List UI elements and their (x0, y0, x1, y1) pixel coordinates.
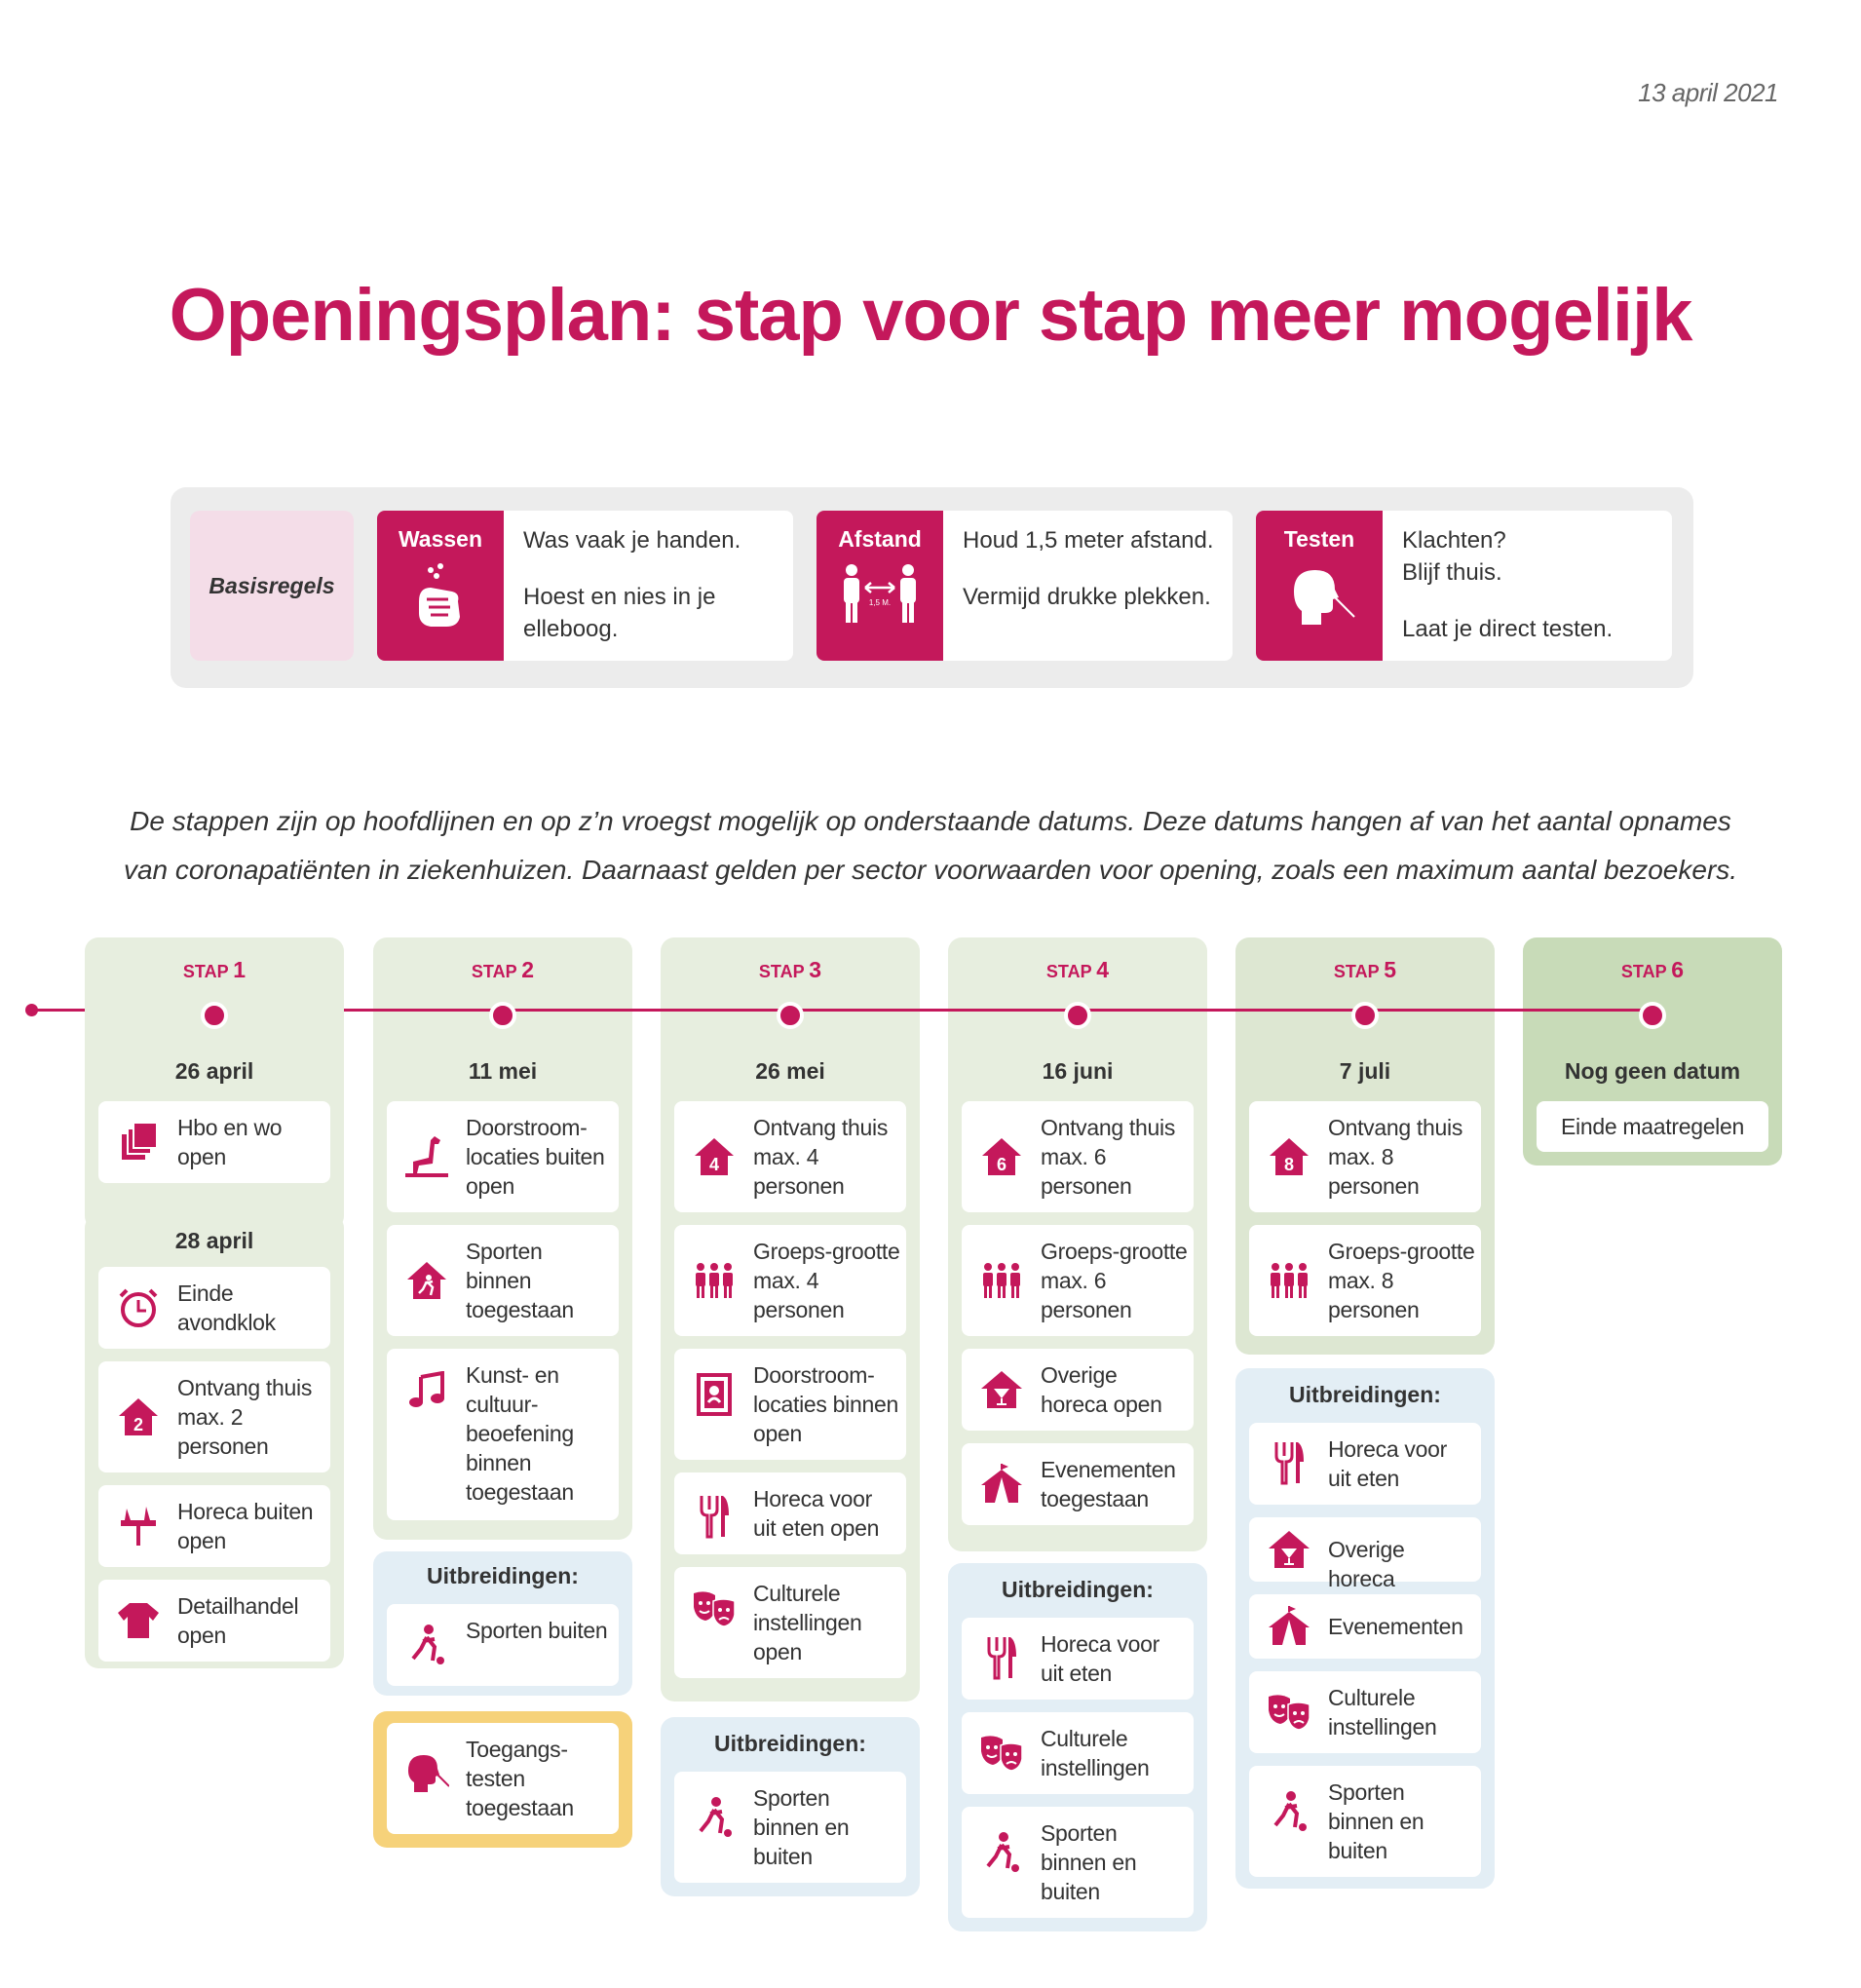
measure-text: Sporten binnen toegestaan (466, 1239, 574, 1322)
timeline-dot (1064, 1002, 1091, 1029)
measure-card (962, 1101, 1194, 1212)
timeline-dot (1639, 1002, 1666, 1029)
theater-masks-icon (692, 1587, 737, 1631)
rule-badge (1256, 511, 1383, 661)
measure-text: Sporten binnen en buiten (1328, 1779, 1424, 1863)
svg-text:2: 2 (133, 1415, 144, 1434)
measure-card (1537, 1101, 1768, 1152)
test-swab-icon (1256, 562, 1383, 635)
measure-card (674, 1101, 906, 1212)
step-number: 3 (809, 957, 822, 982)
measure-card (962, 1807, 1194, 1918)
measure-card (387, 1604, 619, 1686)
rule-testen (1256, 511, 1672, 661)
measure-text: Groeps-grootte max. 4 personen (753, 1239, 900, 1322)
svg-text:1,5 M.: 1,5 M. (868, 598, 892, 607)
measure-card (98, 1267, 330, 1349)
measure-card (962, 1712, 1194, 1794)
measure-card (387, 1723, 619, 1834)
timeline-dot (201, 1002, 228, 1029)
document-date: 13 april 2021 (1638, 78, 1778, 107)
measure-text: Groeps-grootte max. 8 personen (1328, 1239, 1475, 1322)
measure-text: Ontvang thuis max. 6 personen (1041, 1115, 1176, 1199)
measure-card (1249, 1101, 1481, 1212)
measure-card (98, 1101, 330, 1183)
measure-text: Culturele instellingen (1328, 1685, 1437, 1740)
step-label-text: STAP (182, 962, 229, 981)
tent-icon (1267, 1604, 1311, 1649)
step-label-text: STAP (1045, 962, 1092, 981)
shirt-icon (116, 1598, 161, 1643)
rule-badge (817, 511, 943, 661)
cutlery-icon (692, 1494, 737, 1539)
extensions-label: Uitbreidingen: (427, 1563, 579, 1588)
step-label-text: STAP (1620, 962, 1667, 981)
rule-text-1: Klachten? Blijf thuis. (1402, 527, 1506, 586)
runner-icon (1267, 1789, 1311, 1834)
extensions-label: Uitbreidingen: (1002, 1577, 1154, 1602)
measure-text: Kunst- en cultuur-beoefening binnen toegestaan (466, 1362, 574, 1505)
rule-text-1: Houd 1,5 meter afstand. (963, 527, 1214, 554)
step-label (1523, 957, 1782, 983)
rule-text-2: Vermijd drukke plekken. (963, 584, 1211, 610)
tent-icon (979, 1462, 1024, 1507)
measure-card (1249, 1766, 1481, 1877)
measure-card (387, 1225, 619, 1336)
hand-washing-icon (377, 562, 504, 635)
measure-text: Detailhandel open (177, 1593, 299, 1648)
measure-card (98, 1580, 330, 1662)
step-label-text: STAP (758, 962, 805, 981)
extensions-label: Uitbreidingen: (1289, 1382, 1441, 1407)
group-icon (692, 1258, 737, 1303)
measure-text: Einde avondklok (177, 1281, 276, 1335)
rule-afstand (817, 511, 1233, 661)
svg-text:4: 4 (708, 1155, 720, 1174)
measure-card (1249, 1225, 1481, 1336)
rule-text-2: Laat je direct testen. (1402, 616, 1614, 642)
measure-text: Evenementen toegestaan (1041, 1457, 1176, 1511)
measure-text: Overige horeca (1328, 1537, 1405, 1591)
measure-text: Horeca buiten open (177, 1499, 314, 1553)
cutlery-icon (979, 1635, 1024, 1680)
measure-card (962, 1225, 1194, 1336)
step-label (85, 957, 344, 983)
house-4-icon (692, 1134, 737, 1179)
step-label (661, 957, 920, 983)
test-swab-icon (404, 1750, 449, 1795)
intro-text (0, 797, 1861, 895)
house-2-icon (116, 1395, 161, 1439)
measure-text: Ontvang thuis max. 4 personen (753, 1115, 889, 1199)
measure-text: Evenementen (1328, 1614, 1463, 1639)
intro-line-2: van coronapatiënten in ziekenhuizen. Daarnaast gelden per sector voorwaarden voor opening, zoals een maximum aantal bezoekers. (123, 855, 1738, 885)
rule-badge-title: Wassen (398, 526, 483, 552)
measure-text: Doorstroom-locaties binnen open (753, 1362, 898, 1446)
step-number: 5 (1384, 957, 1397, 982)
page-title: Openingsplan: stap voor stap meer mogelijk (169, 274, 1692, 357)
measure-text: Toegangs-testen toegestaan (466, 1737, 574, 1820)
timeline-dot (777, 1002, 804, 1029)
measure-text: Ontvang thuis max. 2 personen (177, 1375, 313, 1459)
step-label (1235, 957, 1495, 983)
sport-indoor-icon (404, 1258, 449, 1303)
runner-icon (692, 1795, 737, 1840)
group-icon (1267, 1258, 1311, 1303)
timeline-start-dot (25, 1004, 38, 1016)
theater-masks-icon (1267, 1690, 1311, 1735)
rule-badge (377, 511, 504, 661)
runner-icon (979, 1830, 1024, 1875)
step-date: Nog geen datum (1564, 1058, 1741, 1084)
intro-line-1: De stappen zijn op hoofdlijnen en op z’n vroegst mogelijk op onderstaande datums. Deze datums hangen af van het aantal opnames (130, 806, 1731, 836)
step-number: 4 (1096, 957, 1110, 982)
step-date: 11 mei (468, 1058, 538, 1084)
measure-card (98, 1485, 330, 1567)
step-number: 2 (521, 957, 535, 982)
bar-icon (979, 1367, 1024, 1412)
measure-text: Culturele instellingen (1041, 1726, 1150, 1780)
extensions-label: Uitbreidingen: (714, 1731, 866, 1756)
books-icon (116, 1120, 161, 1165)
measure-card (674, 1225, 906, 1336)
measure-text: Sporten binnen en buiten (753, 1785, 850, 1869)
step-label (373, 957, 632, 983)
measure-card (674, 1567, 906, 1678)
step-label (948, 957, 1207, 983)
measure-text: Overige horeca open (1041, 1362, 1162, 1417)
bar-icon (1267, 1527, 1311, 1572)
music-note-icon (404, 1368, 449, 1413)
measure-card (387, 1349, 619, 1520)
house-6-icon (979, 1134, 1024, 1179)
timeline-dot (489, 1002, 516, 1029)
museum-icon (692, 1372, 737, 1417)
measure-card (674, 1472, 906, 1554)
measure-card (962, 1443, 1194, 1525)
rule-text-1: Was vaak je handen. (523, 527, 741, 554)
terrace-icon (116, 1504, 161, 1548)
step-sub-date: 28 april (174, 1228, 254, 1253)
basisregels-label: Basisregels (190, 511, 354, 661)
measure-card (962, 1618, 1194, 1700)
measure-text: Culturele instellingen open (753, 1581, 862, 1664)
measure-text: Groeps-grootte max. 6 personen (1041, 1239, 1188, 1322)
measure-text: Horeca voor uit eten (1328, 1436, 1447, 1491)
theater-masks-icon (979, 1731, 1024, 1776)
group-icon (979, 1258, 1024, 1303)
house-8-icon (1267, 1134, 1311, 1179)
measure-card (674, 1772, 906, 1883)
step-date: 26 april (174, 1058, 254, 1084)
measure-text: Sporten buiten (466, 1618, 608, 1643)
giraffe-icon (404, 1134, 449, 1179)
rule-wassen (377, 511, 793, 661)
measure-text: Hbo en wo open (177, 1115, 283, 1169)
step-date: 26 mei (755, 1058, 825, 1084)
step-label-text: STAP (471, 962, 517, 981)
rule-badge-title: Testen (1283, 526, 1355, 552)
step-date: 7 juli (1339, 1058, 1391, 1084)
measure-card (1249, 1517, 1481, 1591)
measure-card (1249, 1423, 1481, 1505)
measure-card (962, 1349, 1194, 1431)
measure-text: Einde maatregelen (1561, 1114, 1744, 1139)
rule-badge-title: Afstand (838, 526, 922, 552)
timeline-dot (1351, 1002, 1379, 1029)
step-label-text: STAP (1333, 962, 1380, 981)
measure-card (674, 1349, 906, 1460)
svg-text:8: 8 (1283, 1155, 1295, 1174)
step-date: 16 juni (1042, 1058, 1114, 1084)
runner-icon (404, 1623, 449, 1667)
measure-card (387, 1101, 619, 1212)
measure-text: Sporten binnen en buiten (1041, 1820, 1137, 1904)
measure-text: Horeca voor uit eten open (753, 1486, 880, 1541)
step-number: 6 (1671, 957, 1685, 982)
measure-text: Horeca voor uit eten (1041, 1631, 1159, 1686)
measure-card (98, 1361, 330, 1472)
cutlery-icon (1267, 1440, 1311, 1485)
distance-icon (817, 562, 943, 631)
alarm-clock-icon (116, 1285, 161, 1330)
step-number: 1 (233, 957, 247, 982)
rule-text-2: Hoest en nies in je elleboog. (523, 584, 716, 642)
measure-card (1249, 1594, 1481, 1659)
basisregels-panel (171, 487, 1693, 688)
svg-text:6: 6 (996, 1155, 1007, 1174)
measure-card (1249, 1671, 1481, 1753)
measure-text: Ontvang thuis max. 8 personen (1328, 1115, 1463, 1199)
measure-text: Doorstroom-locaties buiten open (466, 1115, 605, 1199)
